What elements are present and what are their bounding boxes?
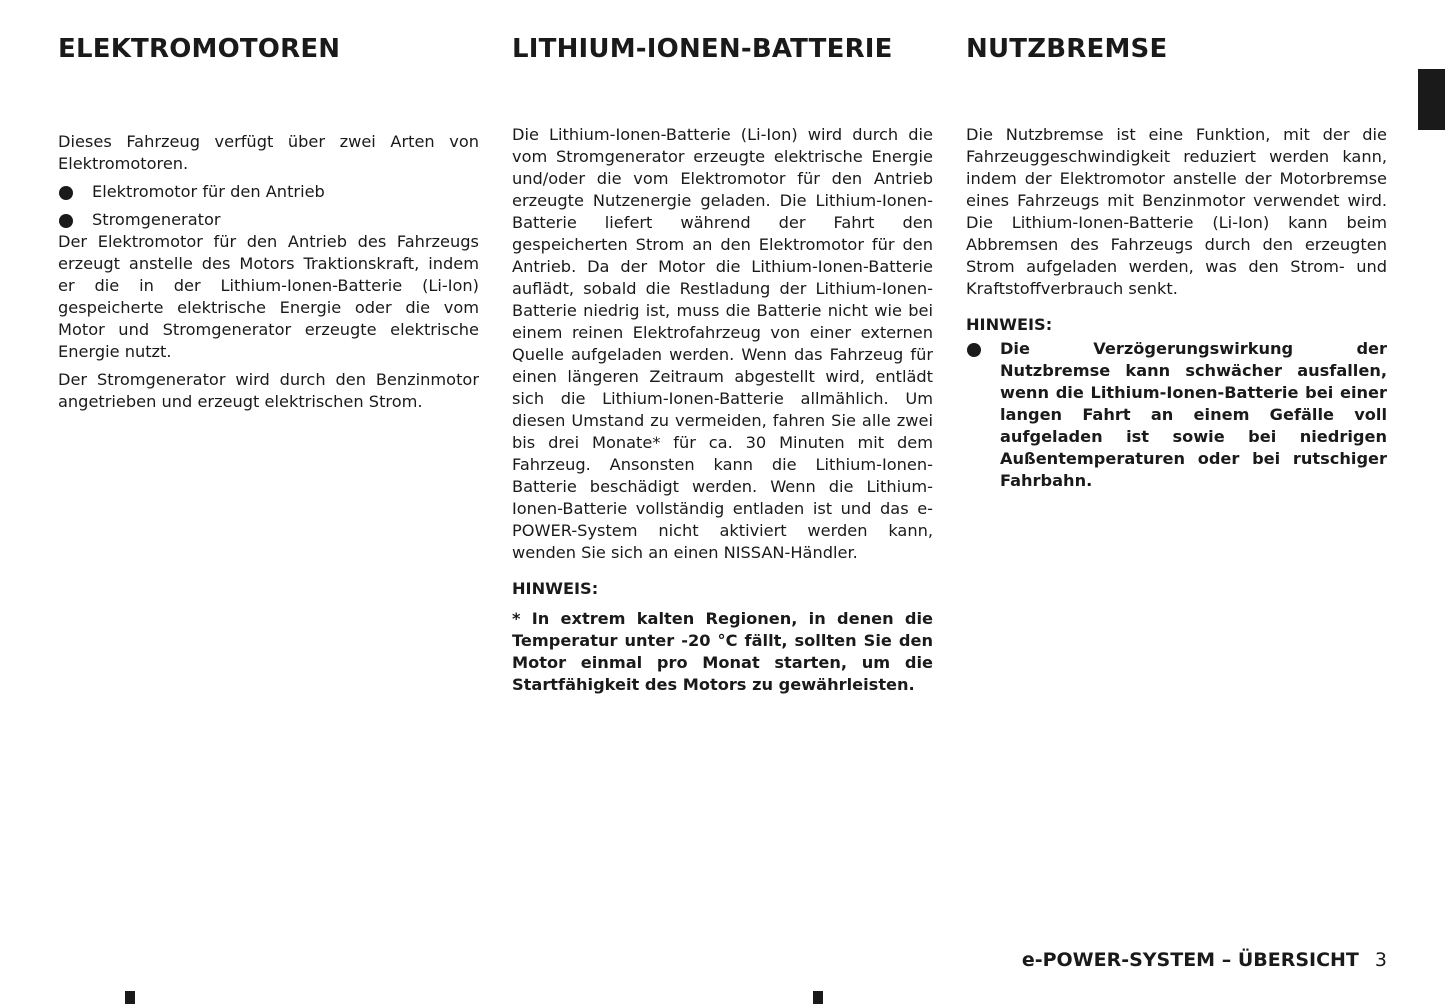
list-item <box>966 338 1387 492</box>
crop-mark <box>125 991 135 1004</box>
electric-motors-paragraph: Der Stromgenerator wird durch den Benzinmotor angetrieben und erzeugt elektrischen Strom. <box>58 370 479 411</box>
electric-motors-heading: ELEKTROMOTOREN <box>58 34 341 64</box>
battery-heading: LITHIUM-IONEN-BATTERIE <box>512 34 893 64</box>
electric-motors-body <box>58 131 479 413</box>
chapter-tab-marker <box>1418 69 1445 130</box>
electric-motors-intro: Dieses Fahrzeug verfügt über zwei Arten von Elektromotoren. <box>58 132 479 173</box>
bullet-icon <box>58 209 92 231</box>
list-item-text: Elektromotor für den Antrieb <box>92 182 325 201</box>
regen-brake-note-label: HINWEIS: <box>966 315 1053 334</box>
crop-mark <box>813 991 823 1004</box>
list-item <box>58 181 479 203</box>
battery-body <box>512 124 933 696</box>
bullet-icon <box>58 181 92 203</box>
battery-paragraph: Die Lithium-Ionen-Batterie (Li-Ion) wird durch die vom Stromgenerator erzeugte elektrische Energie und/oder die vom Elektromotor für den Antrieb erzeugte Nutzenergie geladen. Die Lithium-Ionen-Batterie liefert während der Fahrt den gespeicherten Strom an den Elektromotor für den Antrieb. Da der Motor die Lithium-Ionen-Batterie auflädt, sobald die Restladung der Lithium-Ionen-Batterie niedrig ist, muss die Batterie nicht wie bei einem reinen Elektrofahrzeug von einer externen Quelle aufgeladen werden. Wenn das Fahrzeug für einen längeren Zeitraum abgestellt wird, entlädt sich die Lithium-Ionen-Batterie allmählich. Um diesen Umstand zu vermeiden, fahren Sie alle zwei bis drei Monate* für ca. 30 Minuten mit dem Fahrzeug. Ansonsten kann die Lithium-Ionen-Batterie beschädigt werden. Wenn die Lithium-Ionen-Batterie vollständig entladen ist und das e-POWER-System nicht aktiviert werden kann, wenden Sie sich an einen NISSAN-Händler. <box>512 125 933 562</box>
battery-note-text: * In extrem kalten Regionen, in denen die Temperatur unter -20 °C fällt, sollten Sie den Motor einmal pro Monat starten, um die Startfähigkeit des Motors zu gewährleisten. <box>512 609 933 694</box>
battery-note-label: HINWEIS: <box>512 579 599 598</box>
list-item <box>58 209 479 231</box>
footer-section-title: e-POWER-SYSTEM – ÜBERSICHT <box>1021 949 1359 971</box>
regen-brake-body <box>966 124 1387 492</box>
regen-brake-note-text: Die Verzögerungswirkung der Nutzbremse kann schwächer ausfallen, wenn die Lithium-Ionen-Batterie bei einer langen Fahrt an einem Gefälle voll aufgeladen ist sowie bei niedrigen Außentemperaturen oder bei rutschiger Fahrbahn. <box>1000 339 1387 490</box>
regen-brake-paragraph: Die Nutzbremse ist eine Funktion, mit der die Fahrzeuggeschwindigkeit reduziert werden kann, indem der Elektromotor anstelle der Motorbremse eines Fahrzeugs mit Benzinmotor verwendet wird. Die Lithium-Ionen-Batterie (Li-Ion) kann beim Abbremsen des Fahrzeugs durch den erzeugten Strom aufgeladen werden, was den Strom- und Kraftstoffverbrauch senkt. <box>966 125 1387 298</box>
bullet-icon <box>966 338 1000 360</box>
regen-brake-heading: NUTZBREMSE <box>966 34 1168 64</box>
page-number: 3 <box>1374 949 1387 971</box>
page-footer <box>1022 949 1387 971</box>
electric-motors-paragraph: Der Elektromotor für den Antrieb des Fahrzeugs erzeugt anstelle des Motors Traktionskraft, indem er die in der Lithium-Ionen-Batterie (Li-Ion) gespeicherte elektrische Energie oder die vom Motor und Stromgenerator erzeugte elektrische Energie nutzt. <box>58 232 479 361</box>
list-item-text: Stromgenerator <box>92 210 221 229</box>
